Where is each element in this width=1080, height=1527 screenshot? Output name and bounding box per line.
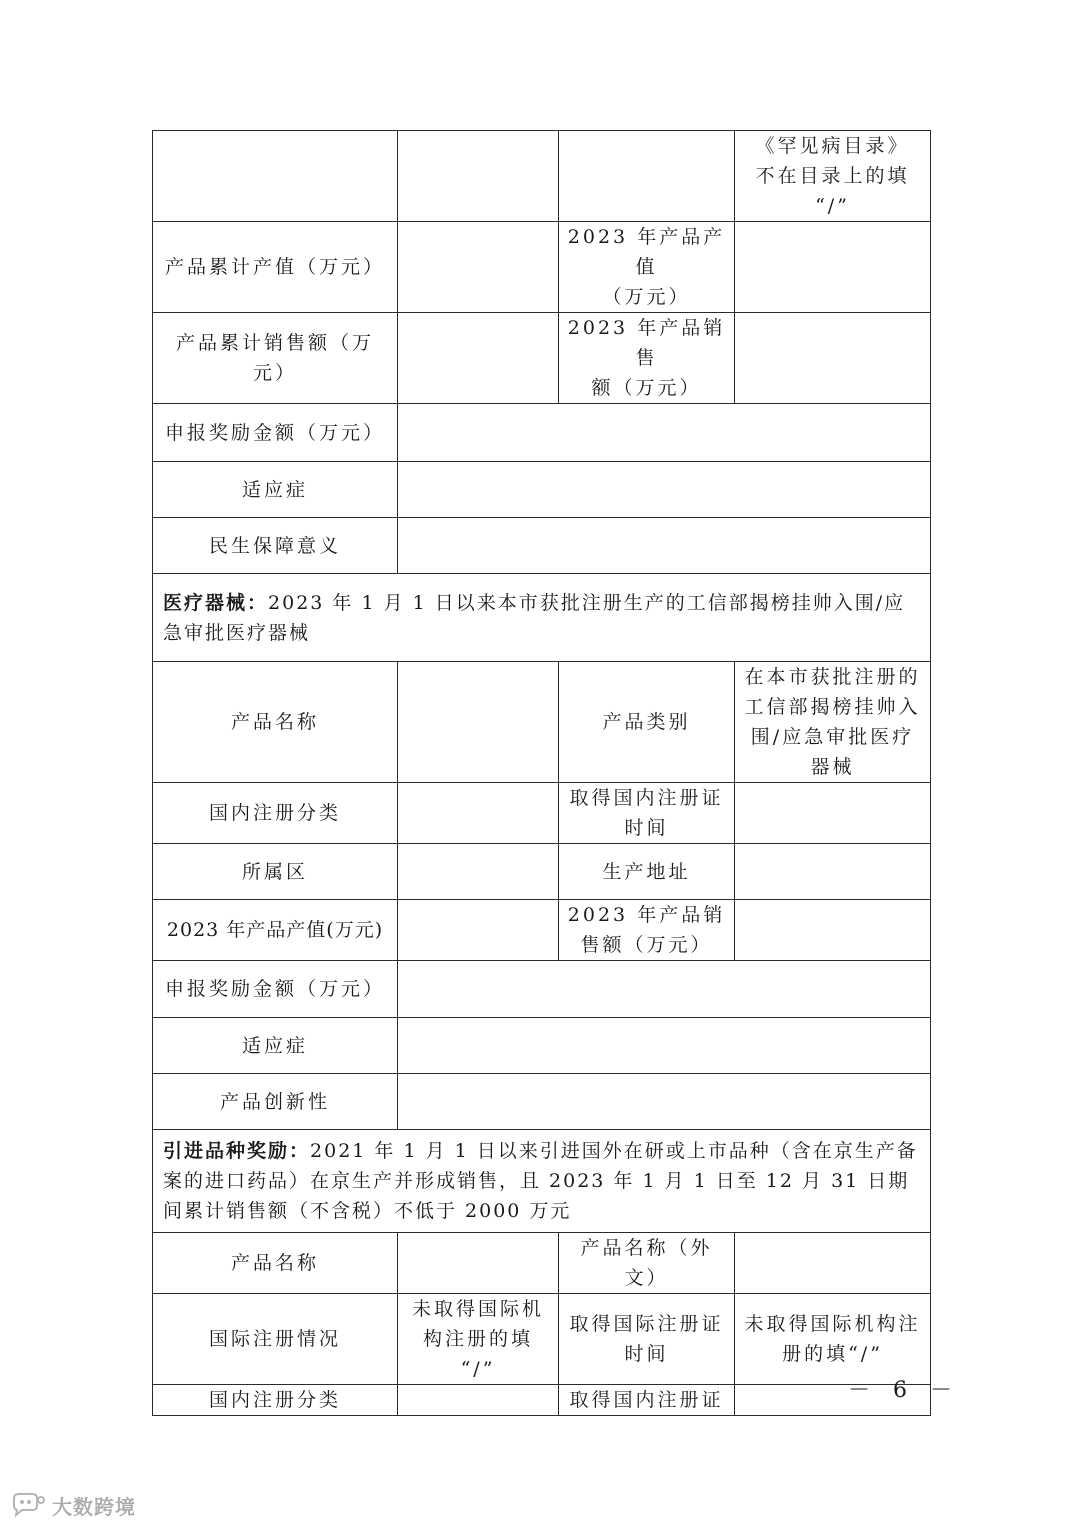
text-line: 取得国际注册证 (569, 1313, 724, 1335)
device-reward-value (398, 961, 931, 1018)
import-domestic-cert-label: 取得国内注册证 (559, 1385, 735, 1416)
device-section-heading (153, 574, 931, 662)
text-line: 2023 年产品产值 (567, 226, 726, 278)
device-category-value (735, 662, 931, 783)
livelihood-label: 民生保障意义 (153, 518, 398, 574)
table-row (153, 131, 931, 222)
device-address-label: 生产地址 (559, 844, 735, 900)
output-2023-label (559, 222, 735, 313)
application-form-table (152, 130, 931, 1416)
device-reward-label: 申报奖励金额（万元） (153, 961, 398, 1018)
import-product-name-foreign-label: 产品名称（外文） (559, 1233, 735, 1294)
livelihood-value (398, 518, 931, 574)
text-line: 不在目录上的填 (755, 165, 910, 187)
device-output-2023-value (398, 900, 559, 961)
device-sales-2023-label (559, 900, 735, 961)
indication-value (398, 462, 931, 518)
table-row (153, 222, 931, 313)
text-line: 时间 (624, 1343, 669, 1365)
text-line: 取得国内注册证 (569, 787, 724, 809)
text-line: “/” (815, 195, 850, 217)
text-line: 2023 年产品销 (567, 904, 726, 926)
text-line: 《罕见病目录》 (755, 135, 910, 157)
sales-2023-value (735, 313, 931, 404)
intl-cert-note (735, 1294, 931, 1385)
cumulative-output-label: 产品累计产值（万元） (153, 222, 398, 313)
table-row (153, 518, 931, 574)
chat-bubble-logo-icon (10, 1492, 46, 1518)
device-domestic-cert-time-label (559, 783, 735, 844)
device-indication-value (398, 1018, 931, 1074)
device-domestic-class-label: 国内注册分类 (153, 783, 398, 844)
intl-cert-time-label (559, 1294, 735, 1385)
device-product-category-label: 产品类别 (559, 662, 735, 783)
device-indication-label: 适应症 (153, 1018, 398, 1074)
text-line: 2023 年产品销售 (567, 317, 726, 369)
device-section-title: 医疗器械： (163, 591, 269, 614)
page-number: － 6 － (848, 1378, 960, 1403)
watermark (10, 1490, 136, 1520)
intl-reg-note (398, 1294, 559, 1385)
table-row (153, 662, 931, 783)
text-line: 额（万元） (591, 377, 702, 399)
text-line: 售额（万元） (580, 934, 713, 956)
device-district-value (398, 844, 559, 900)
table-row (153, 1294, 931, 1385)
empty-cell (153, 131, 398, 222)
table-row (153, 574, 931, 662)
empty-cell (398, 131, 559, 222)
text-line: 工信部揭榜挂帅入 (744, 696, 921, 718)
import-domestic-class-label: 国内注册分类 (153, 1385, 398, 1416)
empty-cell (559, 131, 735, 222)
device-address-value (735, 844, 931, 900)
table-row (153, 961, 931, 1018)
table-row (153, 1018, 931, 1074)
table-row (153, 1233, 931, 1294)
text-line: 围/应急审批医疗 (750, 726, 915, 748)
table-row (153, 462, 931, 518)
reward-amount-value (398, 404, 931, 462)
device-product-name-label: 产品名称 (153, 662, 398, 783)
cumulative-sales-value (398, 313, 559, 404)
import-domestic-class-value (398, 1385, 559, 1416)
text-line: “/” (460, 1358, 496, 1380)
table-row (153, 404, 931, 462)
device-domestic-cert-time-value (735, 783, 931, 844)
sales-2023-label (559, 313, 735, 404)
text-line: 器械 (810, 756, 855, 778)
device-product-name-value (398, 662, 559, 783)
device-innovation-value (398, 1074, 931, 1130)
output-2023-value (735, 222, 931, 313)
text-line: 册的填“/” (782, 1343, 883, 1365)
import-section-title: 引进品种奖励： (163, 1140, 311, 1162)
table-row (153, 1385, 931, 1416)
intl-reg-label: 国际注册情况 (153, 1294, 398, 1385)
import-product-name-label: 产品名称 (153, 1233, 398, 1294)
import-product-name-value (398, 1233, 559, 1294)
text-line: 未取得国际机构注 (744, 1313, 921, 1335)
text-line: 在本市获批注册的 (744, 666, 921, 688)
text-line: （万元） (602, 286, 691, 308)
table-row (153, 313, 931, 404)
device-output-2023-label: 2023 年产品产值(万元) (153, 900, 398, 961)
device-innovation-label: 产品创新性 (153, 1074, 398, 1130)
indication-label: 适应症 (153, 462, 398, 518)
rare-disease-note (735, 131, 931, 222)
device-sales-2023-value (735, 900, 931, 961)
device-domestic-class-value (398, 783, 559, 844)
import-section-text: 2021 年 1 月 1 日以来引进国外在研或上市品种（含在京生产备案的进口药品）在京生产并形成销售，且 2023 年 1 月 1 日至 12 月 31 日期间累计销售额（不含税）不低于 2000 万元 (163, 1140, 918, 1222)
text-line: 构注册的填 (422, 1328, 533, 1350)
import-product-name-foreign-value (735, 1233, 931, 1294)
table-row (153, 844, 931, 900)
device-section-text: 2023 年 1 月 1 日以来本市获批注册生产的工信部揭榜挂帅入围/应急审批医疗器械 (163, 591, 906, 644)
text-line: 时间 (624, 817, 669, 839)
table-row (153, 1074, 931, 1130)
cumulative-sales-label: 产品累计销售额（万元） (153, 313, 398, 404)
table-row (153, 1130, 931, 1233)
watermark-text: 大数跨境 (52, 1494, 136, 1519)
text-line: 未取得国际机 (411, 1298, 544, 1320)
table-row (153, 783, 931, 844)
table-row (153, 900, 931, 961)
reward-amount-label: 申报奖励金额（万元） (153, 404, 398, 462)
cumulative-output-value (398, 222, 559, 313)
import-section-heading (153, 1130, 931, 1233)
device-district-label: 所属区 (153, 844, 398, 900)
